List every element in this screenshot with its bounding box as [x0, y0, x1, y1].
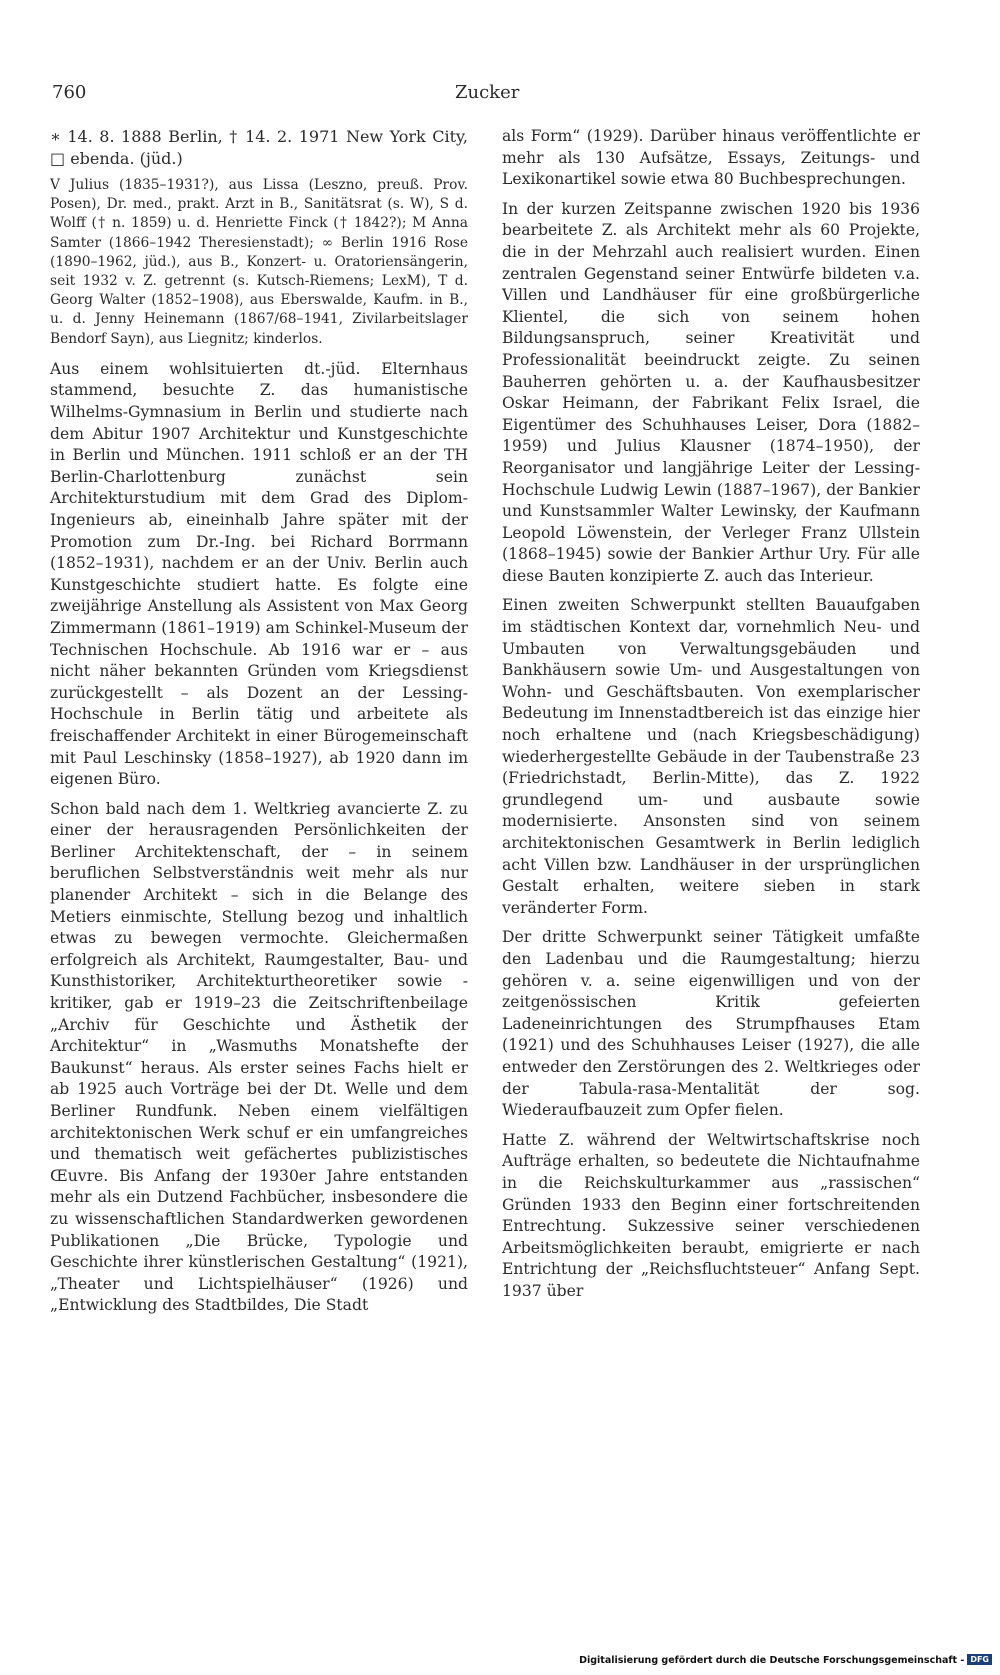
paragraph: Schon bald nach dem 1. Weltkrieg avancierte Z. zu einer der herausragenden Persönlichkeiten der Berliner Architektenschaft, der – in seinem beruflichen Selbstverständnis weit mehr als nur planender Architekt – sich in die Belange des Metiers einmischte, Stellung bezog und inhaltlich etwas zu bewegen vermochte. Gleichermaßen erfolgreich als Architekt, Raumgestalter, Bau- und Kunsthistoriker, Architekturtheoretiker sowie -kritiker, gab er 1919–23 die Zeitschriftenbeilage „Archiv für Geschichte und Ästhetik der Architektur“ in „Wasmuths Monatshefte der Baukunst“ heraus. Als erster seines Fachs hielt er ab 1925 auch Vorträge bei der Dt. Welle und dem Berliner Rundfunk. Neben einem vielfältigen architektonischen Werk schuf er ein umfangreiches und thematisch weit gefächertes publizistisches Œuvre. Bis Anfang der 1930er Jahre entstanden mehr als ein Dutzend Fachbücher, insbesondere die zu wissenschaftlichen Standardwerken gewordenen Publikationen „Die Brücke, Typologie und Geschichte ihrer künstlerischen Gestaltung“ (1921), „Theater und Lichtspielhäuser“ (1926) und „Entwicklung des Stadtbildes, Die Stadt [50, 799, 468, 1315]
paragraph: Der dritte Schwerpunkt seiner Tätigkeit umfaßte den Ladenbau und die Raumgestaltung; hierzu gehören v. a. seine eigenwilligen und von der zeitgenössischen Kritik gefeierten Ladeneinrichtungen des Strumpfhauses Etam (1921) und des Schuhhauses Leiser (1927), die alle entweder den Zerstörungen des 2. Weltkrieges oder der Tabula-rasa-Mentalität der sog. Wiederaufbauzeit zum Opfer fielen. [502, 928, 920, 1120]
footer-credit [579, 1654, 992, 1666]
paragraph: Aus einem wohlsituierten dt.-jüd. Elternhaus stammend, besuchte Z. das humanistische Wilhelms-Gymnasium in Berlin und studierte nach dem Abitur 1907 Architektur und Kunstgeschichte in Berlin und München. 1911 schloß er an der TH Berlin-Charlottenburg zunächst sein Architekturstudium mit dem Grad des Diplom-Ingenieurs ab, eineinhalb Jahre später mit der Promotion zum Dr.-Ing. bei Richard Borrmann (1852–1931), nachdem er an der Univ. Berlin auch Kunstgeschichte studiert hatte. Es folgte eine zweijährige Anstellung als Assistent von Max Georg Zimmermann (1861–1919) am Schinkel-Museum der Technischen Hochschule. Ab 1916 war er – aus nicht näher bekannten Gründen vom Kriegsdienst zurückgestellt – als Dozent an der Lessing-Hochschule in Berlin tätig und arbeitete als freischaffender Architekt in einer Bürogemeinschaft mit Paul Leschinsky (1858–1927), ab 1920 dann im eigenen Büro. [50, 359, 468, 789]
genealogy: V Julius (1835–1931?), aus Lissa (Leszno, preuß. Prov. Posen), Dr. med., prakt. Arzt in B., Sanitätsrat (s. W), S d. Wolff († n. 1859) u. d. Henriette Finck († 1842?); M Anna Samter (1866–1942 Theresienstadt); ∞ Berlin 1916 Rose (1890–1962, jüd.), aus B., Konzert- u. Oratoriensängerin, seit 1932 v. Z. getrennt (s. Kutsch-Riemens; LexM), T d. Georg Walter (1852–1908), aus Eberswalde, Kaufm. in B., u. d. Jenny Heinemann (1867/68–1941, Zivilarbeitslager Bendorf Sayn), aus Liegnitz; kinderlos. [50, 177, 468, 347]
page-number: 760 [52, 82, 87, 103]
right-column [502, 126, 920, 1310]
dfg-logo: DFG [967, 1654, 992, 1665]
paragraph: In der kurzen Zeitspanne zwischen 1920 bis 1936 bearbeitete Z. als Architekt mehr als 60 Projekte, die in der Mehrzahl auch realisiert wurden. Einen zentralen Gegenstand seiner Entwürfe bildeten v.a. Villen und Landhäuser für eine großbürgerliche Klientel, die sich von seinem hohen Bildungsanspruch, seiner Kreativität und Professionalität beeindruckt zeigte. Zu seinen Bauherren gehörten u. a. der Kaufhausbesitzer Oskar Heimann, der Fabrikant Felix Israel, die Eigentümer des Schuhhauses Leiser, Dora (1882–1959) und Julius Klausner (1874–1950), der Reorganisator und langjährige Leiter der Lessing-Hochschule Ludwig Lewin (1887–1967), der Bankier und Kunstsammler Walter Lewinsky, der Kaufmann Leopold Löwenstein, der Verleger Franz Ullstein (1868–1945) sowie der Bankier Arthur Ury. Für alle diese Bauten konzipierte Z. auch das Interieur. [502, 199, 920, 585]
running-title: Zucker [455, 82, 520, 103]
paragraph: Einen zweiten Schwerpunkt stellten Bauaufgaben im städtischen Kontext dar, vornehmlich Neu- und Umbauten von Verwaltungsgebäuden und Bankhäusern sowie Um- und Ausgestaltungen von Wohn- und Geschäftsbauten. Von exemplarischer Bedeutung im Innenstadtbereich ist das einzige hier noch erhaltene und (nach Kriegsbeschädigung) wiederhergestellte Gebäude in der Taubenstraße 23 (Friedrichstadt, Berlin-Mitte), das Z. 1922 grundlegend um- und ausbaute sowie modernisierte. Ansonsten sind von seinem architektonischen Gesamtwerk in Berlin lediglich acht Villen bzw. Landhäuser in der ursprünglichen Gestalt erhalten, weitere sieben in stark veränderter Form. [502, 596, 920, 917]
paragraph: als Form“ (1929). Darüber hinaus veröffentlichte er mehr als 130 Aufsätze, Essays, Zeitungs- und Lexikonartikel sowie etwa 80 Buchbesprechungen. [502, 127, 920, 189]
paragraph: Hatte Z. während der Weltwirtschaftskrise noch Aufträge erhalten, so bedeutete die Nichtaufnahme in die Reichskulturkammer aus „rassischen“ Gründen 1933 den Beginn einer fortschreitenden Entrechtung. Sukzessive seiner verschiedenen Arbeitsmöglichkeiten beraubt, emigrierte er nach Entrichtung der „Reichsfluchtsteuer“ Anfang Sept. 1937 über [502, 1130, 920, 1300]
lifedates: ∗ 14. 8. 1888 Berlin, † 14. 2. 1971 New York City, □ ebenda. (jüd.) [50, 127, 468, 168]
footer-credit-text: Digitalisierung gefördert durch die Deutsche Forschungsgemeinschaft - [579, 1655, 965, 1666]
left-column [50, 126, 468, 1325]
